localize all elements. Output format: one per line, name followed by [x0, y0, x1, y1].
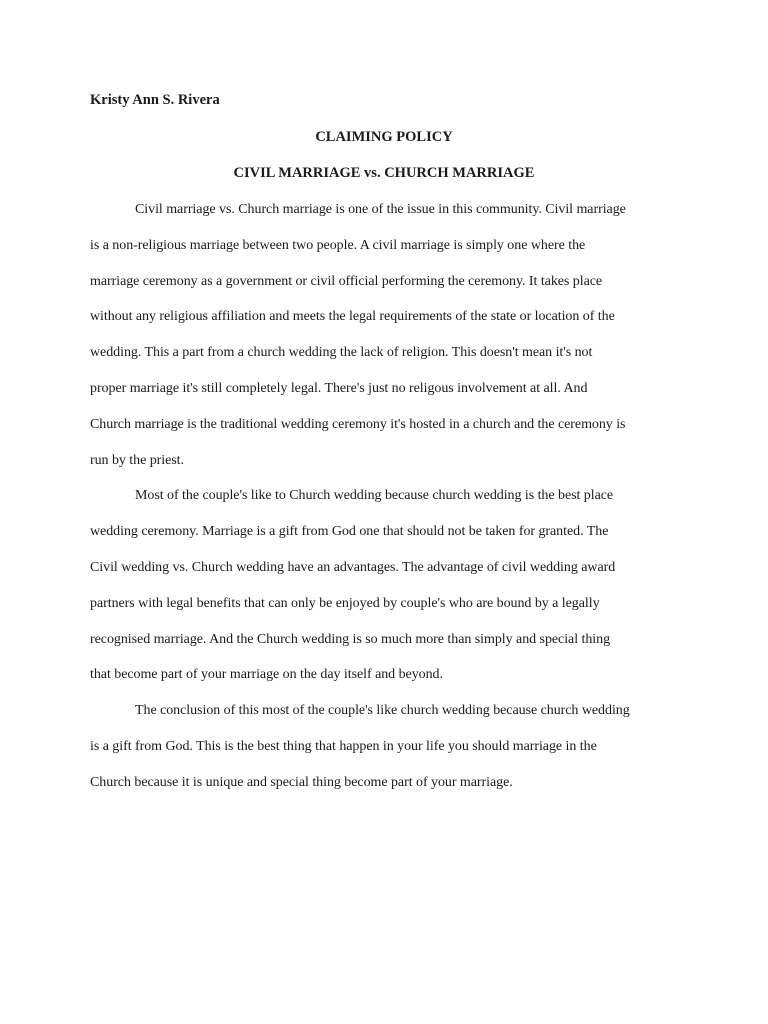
paragraph-line: is a non-religious marriage between two people. A civil marriage is simply one where the [90, 237, 586, 253]
paragraph-line: wedding ceremony. Marriage is a gift from God one that should not be taken for granted. The [90, 524, 609, 540]
paragraph-line: partners with legal benefits that can only be enjoyed by couple's who are bound by a legally [90, 595, 600, 611]
paragraph-line: marriage ceremony as a government or civil official performing the ceremony. It takes place [90, 273, 603, 289]
paragraph-line: proper marriage it's still completely legal. There's just no religous involvement at all. And [90, 380, 588, 396]
paragraph-line: wedding. This a part from a church wedding the lack of religion. This doesn't mean it's not [90, 345, 593, 361]
paragraph-line: Civil marriage vs. Church marriage is one of the issue in this community. Civil marriage [135, 202, 626, 217]
paragraph-line: without any religious affiliation and meets the legal requirements of the state or location of the [90, 309, 615, 325]
author-name: Kristy Ann S. Rivera [90, 92, 220, 108]
paragraph-line: that become part of your marriage on the day itself and beyond. [90, 667, 443, 683]
paragraph-line: The conclusion of this most of the couple's like church wedding because church wedding [135, 703, 630, 719]
document-subtitle: CIVIL MARRIAGE vs. CHURCH MARRIAGE [233, 165, 535, 181]
paragraph-line: Church marriage is the traditional wedding ceremony it's hosted in a church and the ceremony is [90, 416, 626, 432]
paragraph-line: Church because it is unique and special thing become part of your marriage. [90, 774, 513, 790]
paragraph-line: run by the priest. [90, 452, 184, 468]
document-body [90, 201, 680, 810]
paragraph-line: Civil wedding vs. Church wedding have an advantages. The advantage of civil wedding award [90, 559, 616, 575]
paragraph-line: is a gift from God. This is the best thing that happen in your life you should marriage in the [90, 738, 597, 754]
paragraph-line: recognised marriage. And the Church wedding is so much more than simply and special thing [90, 631, 611, 647]
document-title: CLAIMING POLICY [315, 129, 453, 145]
paragraph-line: Most of the couple's like to Church wedding because church wedding is the best place [135, 488, 614, 504]
